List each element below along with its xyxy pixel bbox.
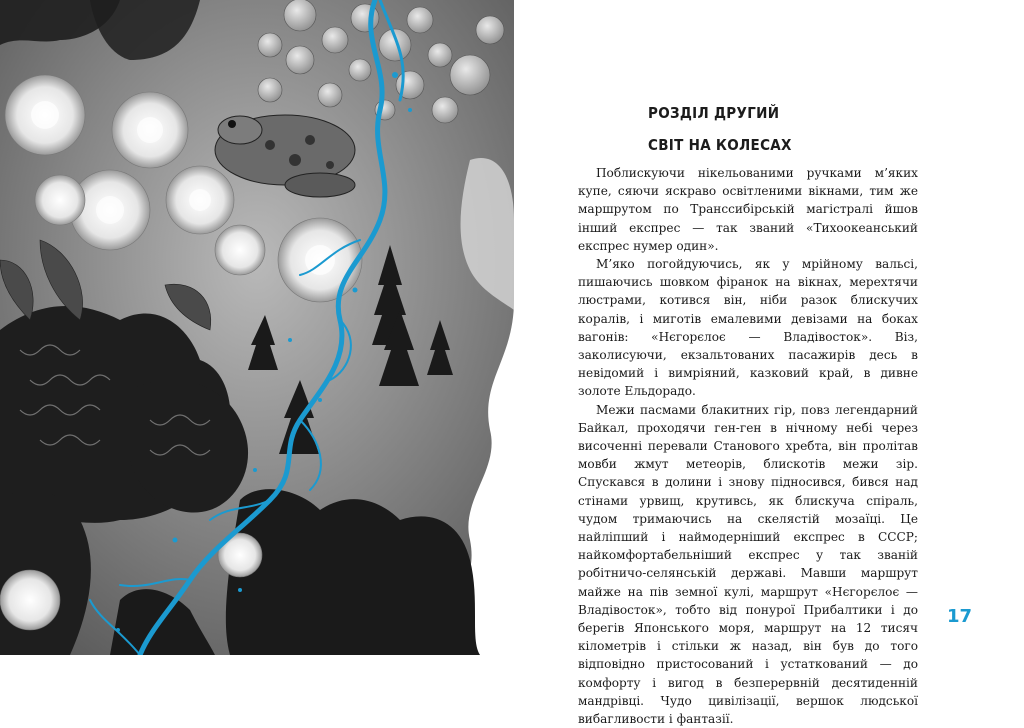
nature-collage-illustration [0,0,514,655]
paragraph: Поблискуючи нікельованими ручками м’яких купе, сяючи яскраво освітленими вікнами, тим же маршрутом по Транссибірській магістралі йшов інший експрес — так званий «Тихоокеанський експрес нумер один». [578,166,918,253]
chapter-title-heading: СВІТ НА КОЛЕСАХ [648,136,792,154]
text-page [514,0,1024,727]
page-number: 17 [946,606,972,627]
chapter-number-heading: РОЗДІЛ ДРУГИЙ [648,104,780,122]
paragraph: Межи пасмами блакитних гір, повз легендарний Байкал, проходячи ген-ген в нічному небі через височенні перевали Станового хребта, він пролітав мовби жмут метеорів, блискотів межи зір. Спускався в долини і знову підносився, бився над стінами урвищ, крутивсь, як блискуча спіраль, чудом тримаючись на скелястій мозаїці. Це найліпший і наймодерніший експрес в СССР; найкомфортабельніший експрес у так званій робітничо-селянській державі. Мавши маршрут майже на пів земної кулі, маршрут «Нєгорєлоє — Владівосток», тобто від понурої Прибалтики і до берегів Японського моря, маршрут на 12 тисяч кілометрів і стільки ж назад, він був до того відповідно пристосований і устаткований — до комфорту і вигод в безперервній десятиденній мандрівці. Чудо цивілізації, вершок людської вибагливости і фантазії. [578,402,918,727]
body-text [578,164,918,728]
paragraph: М’яко погойдуючись, як у мрійному вальсі, пишаючись шовком фіранок на вікнах, мерехтячи люстрами, котився він, ніби разок блискучих коралів, і миготів емалевими девізами на боках вагонів: «Нєгорєлоє — Владівосток». Віз, заколисуючи, екзальтованих пасажирів десь в невідомий і вимріяний, казковий край, в дивне золоте Ельдорадо. [578,257,918,399]
